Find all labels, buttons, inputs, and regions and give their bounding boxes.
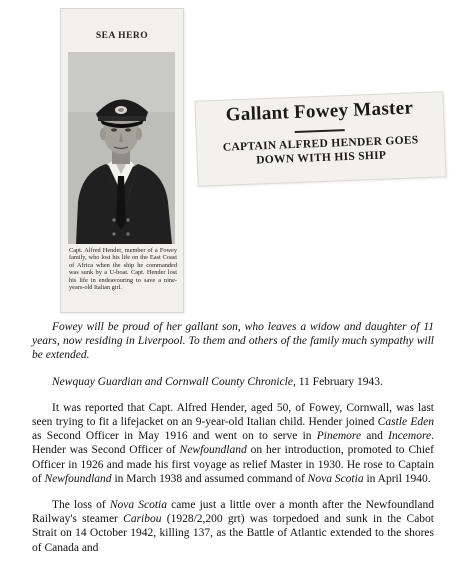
article-paragraph-2 [32, 498, 434, 555]
source-newspaper: Newquay Guardian and Cornwall County Chronicle [52, 375, 293, 388]
p1-text-5: on her introduction, promoted to Chief Officer in 1926 and made his first voyage as relief Master in 1930. He rose to Captain of [32, 444, 434, 485]
article-source [32, 375, 434, 389]
headline-subtitle-line2: DOWN WITH HIS SHIP [255, 149, 387, 167]
p1-text-6: in March 1938 and assumed command of [111, 472, 308, 485]
portrait-illustration [68, 52, 175, 244]
headline-subtitle [201, 132, 441, 169]
p1-text-7: in April 1940. [363, 472, 431, 485]
ship-name-nova-scotia-2: Nova Scotia [109, 499, 168, 512]
headline-subtitle-line1: CAPTAIN ALFRED HENDER GOES [222, 134, 419, 154]
ship-name-caribou: Caribou [123, 513, 162, 526]
photo-clipping [60, 8, 184, 313]
photo-caption: Capt. Alfred Hender, member of a Fowey family, who lost his life on the East Coast of Africa when the ship he commanded was sunk by a U-boat. Capt. Hender lost his life in endeavouring to save a nine-years-old Italian girl. [69, 247, 177, 292]
p1-text-3: and [361, 430, 389, 443]
p1-text-4: . Hender was Second Officer of [32, 430, 434, 457]
headline-divider [295, 129, 345, 133]
article-body [32, 320, 434, 555]
ship-name-castle-eden: Castle Eden [377, 416, 434, 429]
p2-text-2: came just a little over a month after the Newfoundland Railway's steamer [32, 499, 434, 526]
p2-text-3: (1928/2,200 grt) was torpedoed and sunk in the Cabot Strait on 14 October 1942, killing 137, as the Battle of Atlantic extended to the shores of Canada and [32, 513, 434, 554]
ship-name-incemore: Incemore [388, 430, 432, 443]
clipping-heading: SEA HERO [95, 31, 149, 41]
ship-name-nova-scotia: Nova Scotia [307, 472, 364, 485]
article-quote: Fowey will be proud of her gallant son, who leaves a widow and daughter of 11 years, now residing in Liverpool. To them and others of the family much sympathy will be extended. [32, 321, 434, 362]
ship-name-pinemore: Pinemore [316, 430, 362, 443]
headline-title: Gallant Fowey Master [225, 97, 414, 126]
article-paragraph-1 [32, 401, 434, 486]
p1-text-1: It was reported that Capt. Alfred Hender, aged 50, of Fowey, Cornwall, was last seen trying to fit a lifejacket on an 9-year-old Italian child. Hender joined [32, 401, 434, 429]
source-date: , 11 February 1943. [292, 375, 383, 388]
ship-name-newfoundland-2: Newfoundland [44, 472, 112, 485]
captain-portrait-image [68, 52, 175, 244]
headline-clipping [194, 91, 446, 186]
p1-text-2: as Second Officer in May 1916 and went on to serve in [32, 430, 317, 443]
ship-name-newfoundland: Newfoundland [179, 444, 247, 457]
p2-text-1: The loss of [52, 499, 110, 512]
